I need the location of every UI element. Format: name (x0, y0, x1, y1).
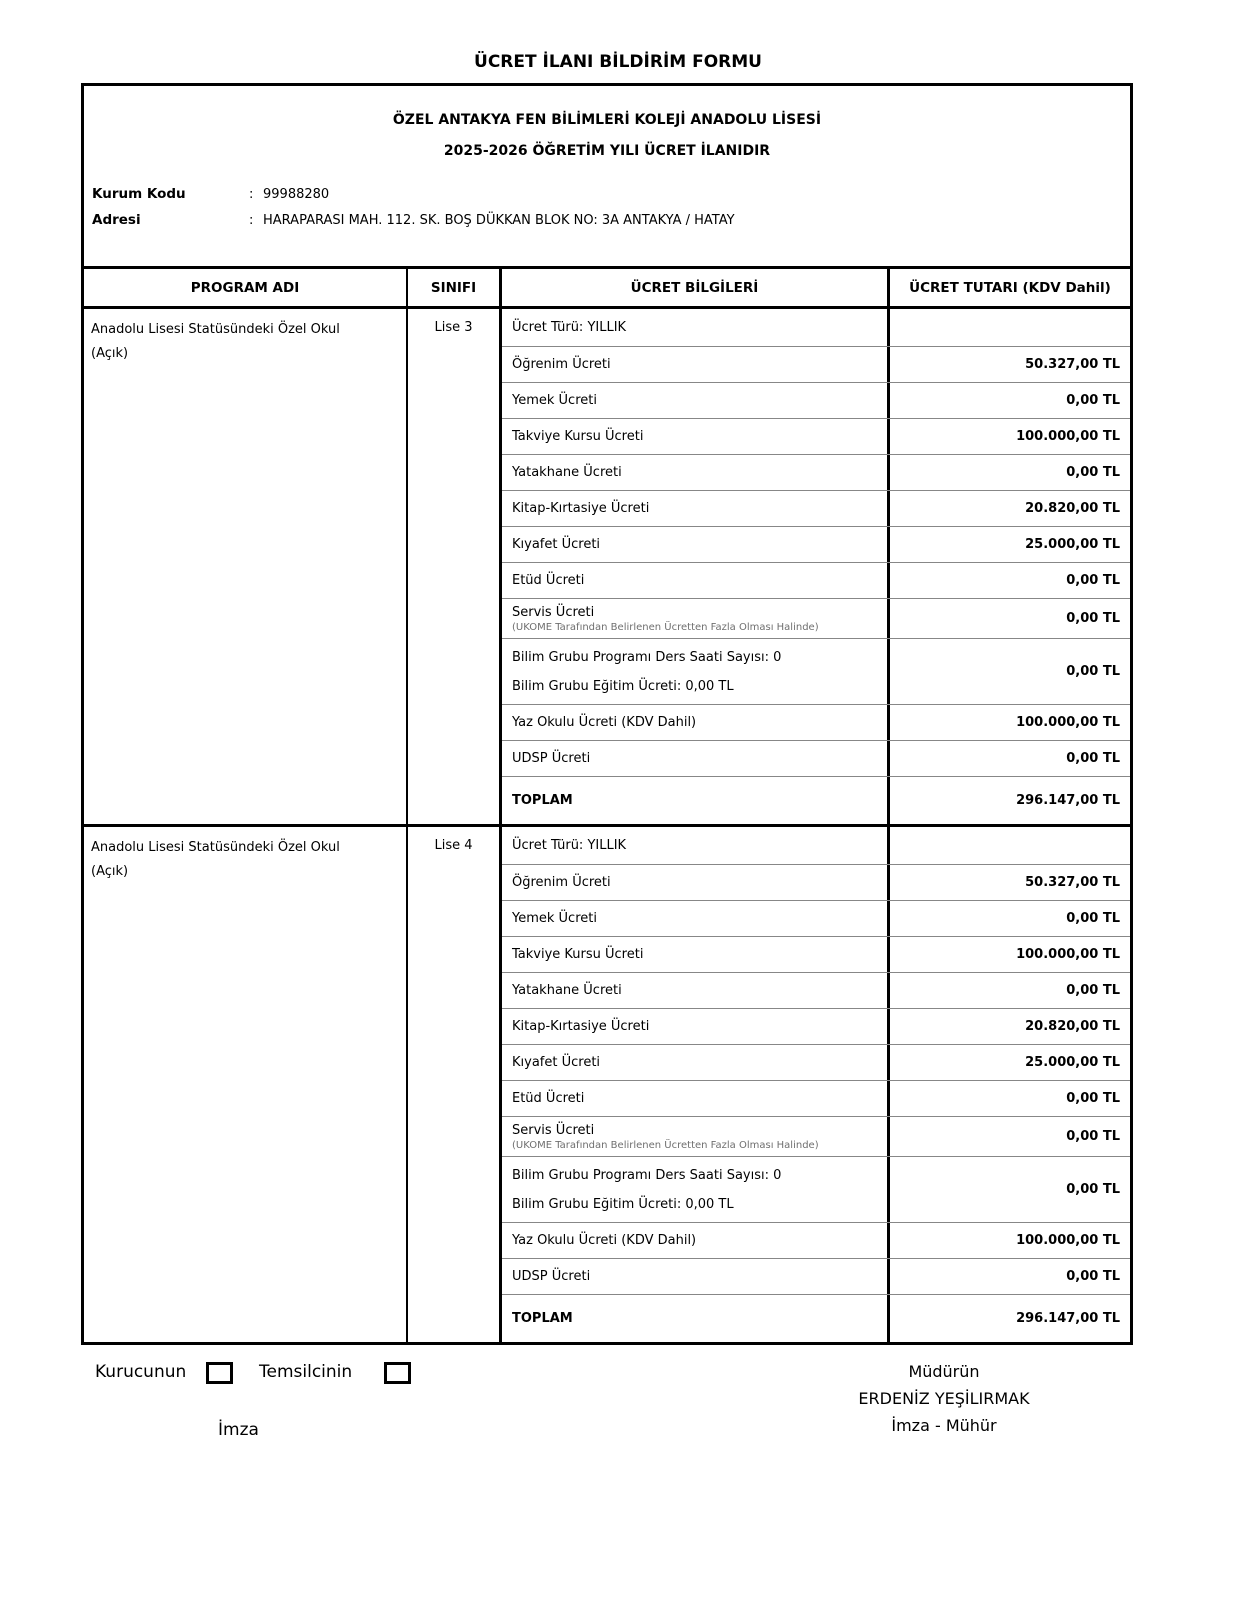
fee-row (502, 562, 1130, 598)
fee-amount: 0,00 TL (1066, 1091, 1120, 1106)
director-signature-block (794, 1358, 1094, 1439)
column-header-class: SINIFI (408, 269, 502, 306)
form-header (84, 86, 1130, 266)
fee-label: Etüd Ücreti (512, 573, 585, 588)
fee-amount: 20.820,00 TL (1025, 1019, 1120, 1034)
fee-label: UDSP Ücreti (512, 751, 591, 766)
fee-row (502, 936, 1130, 972)
fee-row (502, 972, 1130, 1008)
fee-label-cell (502, 1295, 890, 1342)
class-level: Lise 4 (408, 827, 502, 1342)
fee-label-cell (502, 1223, 890, 1258)
fee-rows (502, 309, 1130, 824)
fee-label: Ücret Türü: YILLIK (512, 838, 627, 853)
class-level: Lise 3 (408, 309, 502, 824)
fee-amount: 100.000,00 TL (1016, 429, 1120, 444)
fee-note: (UKOME Tarafından Belirlenen Ücretten Fazla Olması Halinde) (512, 621, 819, 633)
fee-label: Servis Ücreti (512, 1122, 595, 1138)
address-value: HARAPARASI MAH. 112. SK. BOŞ DÜKKAN BLOK NO: 3A ANTAKYA / HATAY (263, 213, 735, 228)
column-header-fee-info: ÜCRET BİLGİLERİ (502, 269, 890, 306)
fee-label: Kıyafet Ücreti (512, 1055, 601, 1070)
fee-amount: 0,00 TL (1066, 1182, 1120, 1197)
fee-row (502, 776, 1130, 824)
column-header-program: PROGRAM ADI (84, 269, 408, 306)
director-sign-label: İmza - Mühür (891, 1416, 997, 1435)
fee-amount: 100.000,00 TL (1016, 947, 1120, 962)
fee-label-cell (502, 1081, 890, 1116)
fee-label: Kitap-Kırtasiye Ücreti (512, 1019, 650, 1034)
fee-label-cell (502, 491, 890, 526)
program-status: (Açık) (91, 346, 129, 361)
fee-label: TOPLAM (512, 1311, 573, 1326)
institution-code-label: Kurum Kodu (92, 186, 186, 202)
fee-label: TOPLAM (512, 793, 573, 808)
form-box (81, 83, 1133, 1345)
fee-label: Yatakhane Ücreti (512, 465, 622, 480)
founder-label: Kurucunun (95, 1362, 187, 1382)
fee-row (502, 1116, 1130, 1156)
fee-label-cell (502, 527, 890, 562)
fee-label: Etüd Ücreti (512, 1091, 585, 1106)
form-title: ÜCRET İLANI BİLDİRİM FORMU (474, 52, 762, 72)
fee-label-cell (502, 563, 890, 598)
fee-amount: 296.147,00 TL (1016, 793, 1120, 808)
fee-row (502, 382, 1130, 418)
program-name: Anadolu Lisesi Statüsündeki Özel Okul (91, 840, 340, 855)
fee-label-cell (502, 1009, 890, 1044)
program-block (84, 824, 1130, 1342)
fee-label-cell (502, 937, 890, 972)
fee-label: Kıyafet Ücreti (512, 537, 601, 552)
fee-label: Bilim Grubu Programı Ders Saati Sayısı: 0 (512, 1167, 782, 1183)
signature-label: İmza (218, 1420, 259, 1440)
fee-amount: 50.327,00 TL (1025, 875, 1120, 890)
fee-row (502, 864, 1130, 900)
fee-label: UDSP Ücreti (512, 1269, 591, 1284)
institution-code-value: 99988280 (263, 187, 330, 202)
fee-label-cell (502, 383, 890, 418)
fee-label-cell (502, 455, 890, 490)
fee-label: Yaz Okulu Ücreti (KDV Dahil) (512, 1233, 697, 1248)
fee-label-cell (502, 973, 890, 1008)
fee-row (502, 1258, 1130, 1294)
fee-amount: 100.000,00 TL (1016, 1233, 1120, 1248)
fee-label-cell (502, 865, 890, 900)
fee-label-cell (502, 1045, 890, 1080)
fee-row (502, 1294, 1130, 1342)
fee-label-cell (502, 419, 890, 454)
address-field (92, 212, 1122, 228)
fee-row (502, 1222, 1130, 1258)
fee-label-cell (502, 1157, 890, 1222)
fee-label: Ücret Türü: YILLIK (512, 320, 627, 335)
fee-row (502, 490, 1130, 526)
director-title: Müdürün (908, 1362, 980, 1381)
fee-label-cell (502, 1117, 890, 1156)
fee-label: Öğrenim Ücreti (512, 875, 611, 890)
fee-amount: 0,00 TL (1066, 393, 1120, 408)
fee-row (502, 827, 1130, 864)
founder-checkbox[interactable] (206, 1362, 233, 1384)
fee-label-cell (502, 599, 890, 638)
fee-amount: 50.327,00 TL (1025, 357, 1120, 372)
institution-code-field (92, 186, 1122, 202)
program-status: (Açık) (91, 864, 129, 879)
fee-amount: 0,00 TL (1066, 611, 1120, 626)
fee-table-body (84, 309, 1130, 1342)
field-colon: : (249, 187, 254, 202)
fee-amount (890, 827, 1130, 864)
fee-label: Bilim Grubu Programı Ders Saati Sayısı: 0 (512, 649, 782, 665)
fee-row (502, 1044, 1130, 1080)
program-block (84, 309, 1130, 824)
fee-row (502, 740, 1130, 776)
fee-label-cell (502, 639, 890, 704)
fee-row (502, 309, 1130, 346)
fee-row (502, 1008, 1130, 1044)
address-label: Adresi (92, 212, 141, 228)
fee-label: Yaz Okulu Ücreti (KDV Dahil) (512, 715, 697, 730)
fee-amount: 0,00 TL (1066, 911, 1120, 926)
fee-label: Öğrenim Ücreti (512, 357, 611, 372)
school-name: ÖZEL ANTAKYA FEN BİLİMLERİ KOLEJİ ANADOLU LİSESİ (392, 112, 822, 128)
fee-row (502, 1080, 1130, 1116)
fee-label-cell (502, 827, 890, 864)
fee-label-cell (502, 741, 890, 776)
fee-amount: 25.000,00 TL (1025, 537, 1120, 552)
column-header-fee-amount: ÜCRET TUTARI (KDV Dahil) (909, 279, 1111, 296)
fee-label-cell (502, 777, 890, 824)
fee-row (502, 638, 1130, 704)
fee-amount: 0,00 TL (1066, 1129, 1120, 1144)
fee-amount: 0,00 TL (1066, 573, 1120, 588)
fee-row (502, 454, 1130, 490)
program-name-cell (84, 309, 408, 824)
fee-label: Yemek Ücreti (512, 393, 597, 408)
fee-label: Yatakhane Ücreti (512, 983, 622, 998)
fee-amount: 296.147,00 TL (1016, 1311, 1120, 1326)
fee-note: (UKOME Tarafından Belirlenen Ücretten Fazla Olması Halinde) (512, 1139, 819, 1151)
fee-amount: 25.000,00 TL (1025, 1055, 1120, 1070)
fee-label: Yemek Ücreti (512, 911, 597, 926)
fee-label-cell (502, 1259, 890, 1294)
fee-label: Takviye Kursu Ücreti (512, 429, 644, 444)
fee-label-cell (502, 901, 890, 936)
fee-amount: 0,00 TL (1066, 664, 1120, 679)
representative-checkbox[interactable] (384, 1362, 411, 1384)
fee-amount: 0,00 TL (1066, 983, 1120, 998)
fee-label-cell (502, 705, 890, 740)
program-name-cell (84, 827, 408, 1342)
fee-label-cell (502, 309, 890, 346)
fee-amount: 20.820,00 TL (1025, 501, 1120, 516)
representative-label: Temsilcinin (259, 1362, 353, 1382)
fee-amount: 0,00 TL (1066, 465, 1120, 480)
field-colon: : (249, 213, 254, 228)
fee-row (502, 900, 1130, 936)
fee-amount: 0,00 TL (1066, 1269, 1120, 1284)
fee-row (502, 704, 1130, 740)
announcement-title: 2025-2026 ÖĞRETİM YILI ÜCRET İLANIDIR (443, 143, 771, 159)
fee-amount: 100.000,00 TL (1016, 715, 1120, 730)
fee-label: Takviye Kursu Ücreti (512, 947, 644, 962)
fee-row (502, 598, 1130, 638)
fee-rows (502, 827, 1130, 1342)
director-name: ERDENİZ YEŞİLIRMAK (858, 1389, 1030, 1408)
fee-amount: 0,00 TL (1066, 751, 1120, 766)
fee-amount (890, 309, 1130, 346)
fee-row (502, 1156, 1130, 1222)
fee-label: Kitap-Kırtasiye Ücreti (512, 501, 650, 516)
fee-row (502, 526, 1130, 562)
program-name: Anadolu Lisesi Statüsündeki Özel Okul (91, 322, 340, 337)
table-header-row (84, 266, 1130, 309)
fee-label-line2: Bilim Grubu Eğitim Ücreti: 0,00 TL (512, 678, 734, 694)
fee-label-cell (502, 347, 890, 382)
fee-row (502, 346, 1130, 382)
fee-label-line2: Bilim Grubu Eğitim Ücreti: 0,00 TL (512, 1196, 734, 1212)
fee-row (502, 418, 1130, 454)
fee-label: Servis Ücreti (512, 604, 595, 620)
